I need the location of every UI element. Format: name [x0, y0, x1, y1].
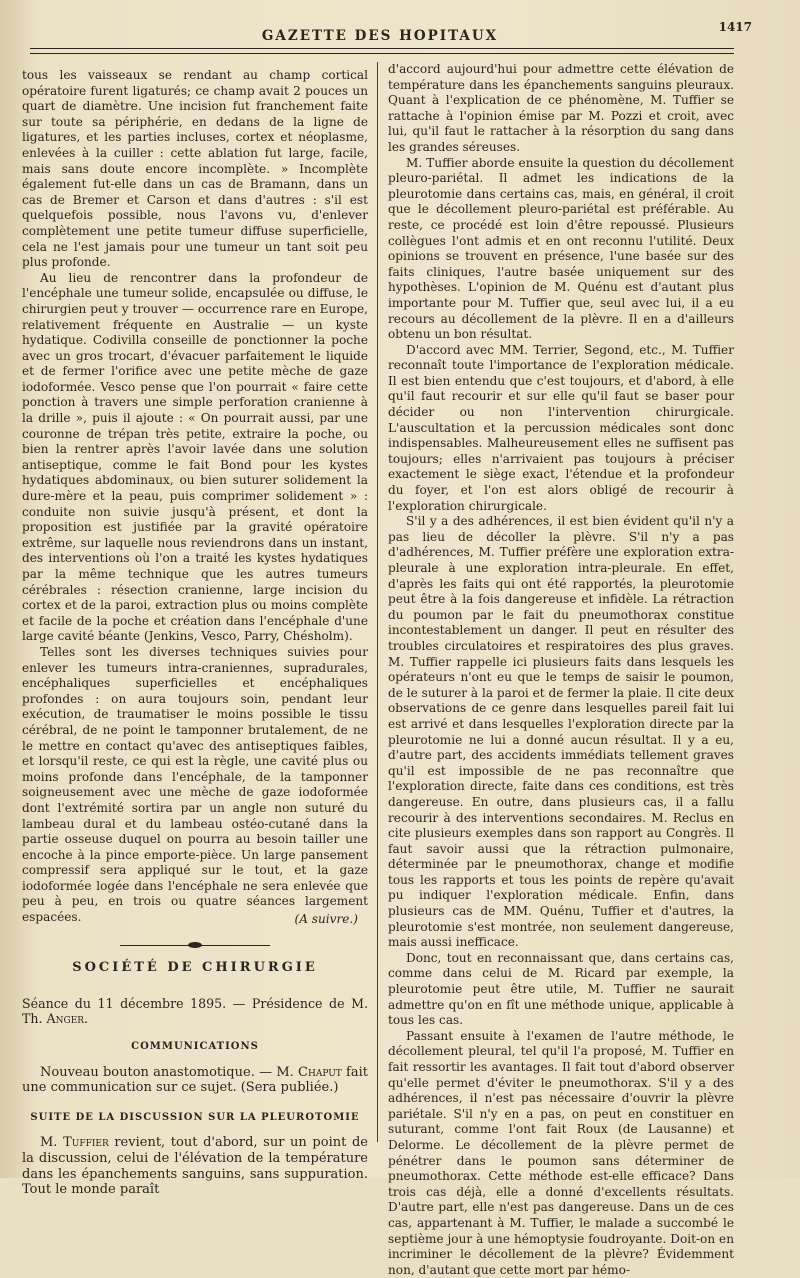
communications-heading: COMMUNICATIONS [131, 1041, 259, 1053]
to-be-continued: (A suivre.) [294, 911, 358, 926]
left-column [22, 68, 368, 1198]
page-header [0, 0, 800, 64]
paragraph: d'accord aujourd'hui pour admettre cette élévation de température dans les épanchements sanguins pleuraux. Quant à l'explication de ce phénomène, M. Tuffier se rattache à l'opinion émise par M. Pozzi et croit, avec lui, qu'il faut le rattacher à la résorption du sang dans les grandes séreuses. [388, 62, 734, 154]
paragraph: Passant ensuite à l'examen de l'autre méthode, le décollement pleural, tel qu'il l'a proposé, M. Tuffier en fait ressortir les avantages. Il fait tout d'abord observer qu'elle permet d'éviter le pneumothorax. S'il y a des adhérences, il n'est pas nécessaire d'ouvrir la plèvre pariétale. S'il n'y en a pas, on peut en constituer en suturant, comme l'ont fait Roux (de Lausanne) et Delorme. Le décollement de la plèvre permet de pénétrer dans le poumon sans déterminer de pneumothorax. Cette méthode est-elle efficace? Dans trois cas déjà, elle a donné d'excellents résultats. D'autre part, elle n'est pas dangereuse. Dans un de ces cas, appartenant à M. Tuffier, le malade a succombé le septième jour à une hémoptysie foudroyante. Doit-on en incriminer le décollement de la plèvre? Évidemment non, d'autant que cette mort par hémo- [388, 1028, 734, 1277]
seance-presidence: — Présidence de M. Th. [22, 995, 368, 1027]
header-rule [30, 48, 734, 49]
seance-line [22, 996, 368, 1027]
discussion-paragraph [22, 1135, 368, 1197]
dash: — [254, 1064, 277, 1080]
right-column [388, 62, 734, 1278]
paragraph: S'il y a des adhérences, il est bien évident qu'il n'y a pas lieu de décoller la plèvre. S'il n'y a pas d'adhérences, M. Tuffier préfère une exploration extra-pleurale à une exploration intra-pleurale. En effet, d'après les faits qui ont été rapportés, la pleurotomie peut être à la fois dangereuse et infidèle. La rétraction du poumon par le fait du pneumothorax constitue incontestablement un danger. Il peut en résulter des troubles circulatoires et respiratoires des plus graves. M. Tuffier rappelle ici plusieurs faits dans lesquels les opérateurs n'ont eu que le temps de saisir le poumon, de le suturer à la paroi et de fermer la plaie. Il cite deux observations de ce genre dans lesquelles pareil fait lui est arrivé et dans lesquelles l'exploration directe par la pleurotomie ne lui a donné aucun résultat. Il y a eu, d'autre part, des accidents immédiats tellement graves qu'il est impossible de ne pas reconnaître que l'exploration directe, faite dans ces conditions, est très dangereuse. En outre, dans plusieurs cas, il a fallu recourir à des interventions secondaires. M. Reclus en cite plusieurs exemples dans son rapport au Congrès. Il faut savoir aussi que la rétraction pulmonaire, déterminée par le pneumothorax, change et modifie tous les rapports et tous les points de repère qu'avait pu indiquer l'exploration médicale. Enfin, dans plusieurs cas de MM. Quénu, Tuffier et d'autres, la pleurotomie s'est montrée, non seulement dangereuse, mais aussi inefficace. [388, 514, 734, 950]
paragraph: tous les vaisseaux se rendant au champ cortical opératoire furent ligaturés; ce champ avait 2 pouces un quart de diamètre. Une incision fut franchement faite sur toute sa périphérie, en dedans de la ligne de ligatures, et les parties incluses, cortex et néoplasme, enlevées à la cuiller : cette ablation fut large, facile, mais sans doute encore incomplète. » Incomplète également fut-elle dans un cas de Bramann, dans un cas de Bremer et Carson et dans d'autres : s'il est quelquefois possible, nous l'avons vu, d'enlever complètement une petite tumeur diffuse superficielle, cela ne l'est jamais pour une tumeur un tant soit peu plus profonde. [22, 68, 368, 270]
communication-paragraph [22, 1065, 368, 1096]
paragraph: Telles sont les diverses techniques suivies pour enlever les tumeurs intra-craniennes, supradurales, encéphaliques superficielles et encéphaliques profondes : on aura toujours soin, pendant leur exécution, de traumatiser le moins possible le tissu cérébral, de ne point le tamponner brutalement, de ne le mettre en contact qu'avec des antiseptiques faibles, et lorsqu'il reste, ce qui est la règle, une cavité plus ou moins profonde dans l'encéphale, de la tamponner soigneusement avec une mèche de gaze iodoformée dont l'extrémité sortira par un angle non suturé du lambeau dural et du lambeau ostéo-cutané dans la partie osseuse duquel on pourra au besoin tailler une encoche à la pince emporte-pièce. Un large pansement compressif sera appliqué sur le tout, et la gaze iodoformée logée dans l'encéphale ne sera enlevée que peu à peu, en trois ou quatre séances largement espacées. [22, 644, 368, 925]
page-number: 1417 [718, 20, 752, 34]
paragraph: Donc, tout en reconnaissant que, dans certains cas, comme dans celui de M. Ricard par exemple, la pleurotomie peut être utile, M. Tuffier ne saurait admettre qu'on en fît une méthode unique, applicable à tous les cas. [388, 950, 734, 1028]
section-title: SOCIÉTÉ DE CHIRURGIE [72, 960, 318, 976]
column-divider [377, 62, 378, 1142]
seance-president: Anger. [46, 1011, 89, 1027]
communication-title: Nouveau bouton anastomotique. [40, 1064, 255, 1080]
running-title: GAZETTE DES HOPITAUX [261, 28, 499, 44]
discussion-heading: SUITE DE LA DISCUSSION SUR LA PLEUROTOMIE [30, 1111, 360, 1123]
section-separator [120, 945, 270, 946]
communication-author: M. Chaput [276, 1064, 342, 1080]
communication-text: fait une communication sur ce sujet. (Sera publiée.) [22, 1064, 369, 1096]
paragraph: D'accord avec MM. Terrier, Segond, etc., M. Tuffier reconnaît toute l'importance de l'exploration médicale. Il est bien entendu que c'est toujours, et d'abord, à elle qu'il faut recourir et sur elle qu'il faut se baser pour décider ou non l'intervention chirurgicale. L'auscultation et la percussion médicales sont donc indispensables. Malheureusement elles ne suffisent pas toujours; elles n'arrivaient pas toujours à préciser exactement le siège exact, l'étendue et la profondeur du foyer, et l'on est alors obligé de recourir à l'exploration chirurgicale. [388, 342, 734, 513]
discussion-author: M. Tuffier [40, 1135, 109, 1151]
header-rule-thin [30, 53, 734, 54]
discussion-text: revient, tout d'abord, sur un point de la discussion, celui de l'élévation de la température dans les épanchements sanguins, sans suppuration. Tout le monde paraît [22, 1135, 368, 1198]
paragraph: M. Tuffier aborde ensuite la question du décollement pleuro-pariétal. Il admet les indications de la pleurotomie dans certains cas, mais, en général, il croit que le décollement pleuro-pariétal est préférable. Au reste, ce procédé est loin d'être repoussé. Plusieurs collègues l'ont admis et en ont reconnu l'utilité. Deux opinions se trouvent en présence, l'une basée sur des faits cliniques, l'autre basée uniquement sur des hypothèses. L'opinion de M. Quénu est d'autant plus importante pour M. Tuffier que, seul avec lui, il a eu recours au décollement de la plèvre. Il en a d'ailleurs obtenu un bon résultat. [388, 155, 734, 342]
seance-date: Séance du 11 décembre 1895. [22, 995, 227, 1011]
paragraph: Au lieu de rencontrer dans la profondeur de l'encéphale une tumeur solide, encapsulée ou diffuse, le chirurgien peut y trouver — occurrence rare en Europe, relativement fréquente en Australie — un kyste hydatique. Codivilla conseille de ponctionner la poche avec un gros trocart, d'évacuer parfaitement le liquide et de fermer l'orifice avec une petite mèche de gaze iodoformée. Vesco pense que l'on pourrait « faire cette ponction à travers une simple perforation cranienne à la drille », puis il ajoute : « On pourrait aussi, par une couronne de trépan très petite, extraire la poche, ou bien la rentrer après l'avoir lavée dans une solution antiseptique, comme le fait Bond pour les kystes hydatiques abdominaux, ou bien suturer solidement la dure-mère et la peau, puis comprimer solidement » : conduite non suivie jusqu'à présent, et dont la proposition est justifiée par la gravité opératoire extrême, sur laquelle nous reviendrons dans un instant, des interventions où l'on a traité les kystes hydatiques par la même technique que les autres tumeurs cérébrales : résection cranienne, large incision du cortex et de la paroi, extraction plus ou moins complète et facile de la poche et création dans l'encéphale d'une large cavité béante (Jenkins, Vesco, Parry, Chésholm). [22, 270, 368, 644]
